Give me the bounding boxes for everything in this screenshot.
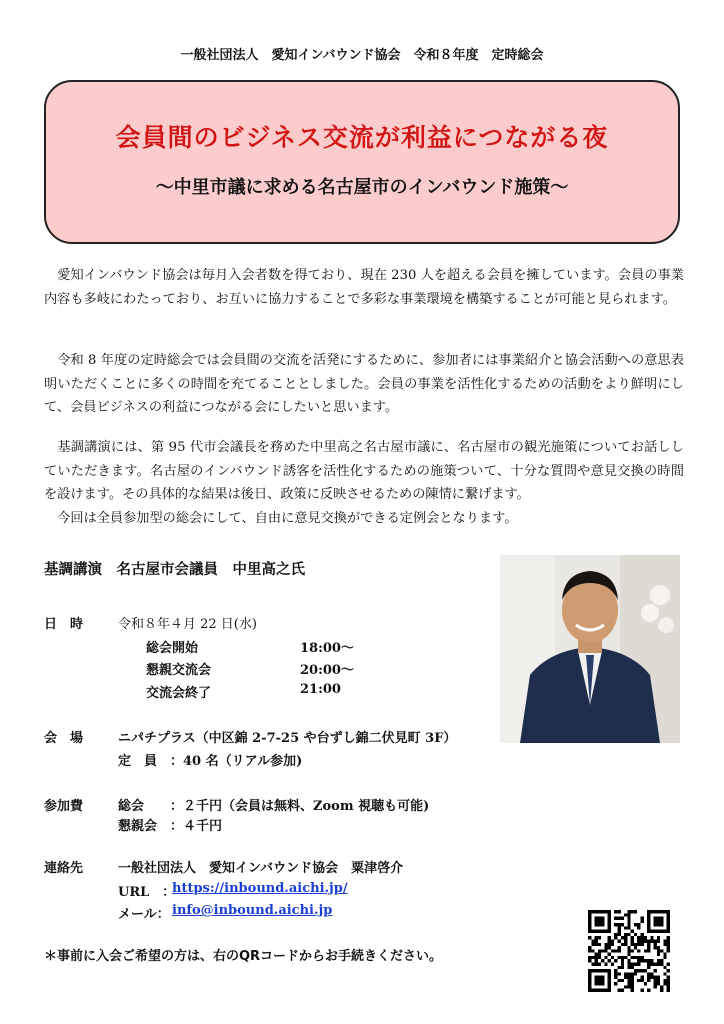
capacity-value: ：40 名（リアル参加) [170, 754, 303, 769]
intro-paragraph-3-text: 基調講演には、第 95 代市会議長を務めた中里高之名古屋市議に、名古屋市の観光施策についてお話ししていただきます。名古屋のインバウンド誘客を活性化するための施策ついて、十分な質問や意見交換の時間を設けます。その具体的な結果は後日、政策に反映させるための陳情に繋げます。 [44, 440, 684, 502]
intro-paragraph-3 [44, 436, 684, 530]
event-subtitle: ～中里市議に求める名古屋市のインバウンド施策～ [155, 177, 569, 198]
schedule-item-name: 交流会終了 [146, 686, 212, 701]
event-date: 令和８年４月 22 日(水) [118, 617, 257, 632]
schedule-item-name: 総会開始 [146, 641, 199, 656]
venue-place: ニパチプラス（中区錦 2-7-25 や台ずし錦二伏見町 3F） [118, 731, 457, 746]
url-label: URL ： [118, 885, 176, 900]
contact-label: 連絡先 [44, 861, 84, 876]
keynote-speaker: 基調講演 名古屋市会議員 中里高之氏 [44, 562, 305, 578]
title-banner [44, 80, 680, 244]
schedule-item-time: 21:00 [300, 682, 341, 697]
fee-label: 参加費 [44, 799, 84, 814]
mail-label: メール： [118, 907, 170, 922]
venue-label: 会 場 [44, 731, 84, 746]
event-title: 会員間のビジネス交流が利益につながる夜 [115, 123, 609, 152]
intro-paragraph-4-text: 今回は全員参加型の総会にして、自由に意見交換ができる定例会となります。 [44, 510, 518, 526]
email-link[interactable]: info@inbound.aichi.jp [172, 903, 333, 918]
capacity-label: 定 員 [118, 754, 158, 769]
event-header: 一般社団法人 愛知インバウンド協会 令和８年度 定時総会 [180, 48, 544, 63]
schedule-item-time: 20:00～ [300, 663, 354, 678]
website-link[interactable]: https://inbound.aichi.jp/ [172, 881, 348, 896]
intro-paragraph-2: 令和 8 年度の定時総会では会員間の交流を活発にするために、参加者には事業紹介と協会活動への意思表明いただくことに多くの時間を充てることとしました。会員の事業を活性化するための活動をより鮮明にして、会員ビジネスの利益につながる会にしたいと思います。 [44, 353, 684, 415]
intro-paragraph-1: 愛知インバウンド協会は毎月入会者数を得ており、現在 230 人を超える会員を擁しています。会員の事業内容も多岐にわたっており、お互いに協力することで多彩な事業環境を構築することが可能と見られます。 [44, 268, 684, 307]
schedule-label: 日 時 [44, 617, 84, 632]
contact-org: 一般社団法人 愛知インバウンド協会 粟津啓介 [118, 861, 404, 876]
fee-item-name: 懇親会 [118, 819, 158, 834]
schedule-item-time: 18:00～ [300, 641, 354, 656]
fee-item-value: ：４千円 [170, 819, 223, 834]
schedule-item-name: 懇親交流会 [146, 663, 212, 678]
fee-item-value: ：２千円（会員は無料、Zoom 視聴も可能) [170, 799, 430, 814]
fee-item-name: 総会 [118, 799, 145, 814]
speaker-photo [500, 555, 680, 743]
registration-note: ＊事前に入会ご希望の方は、右のQRコードからお手続きください。 [44, 949, 443, 964]
qr-code[interactable] [588, 910, 670, 992]
